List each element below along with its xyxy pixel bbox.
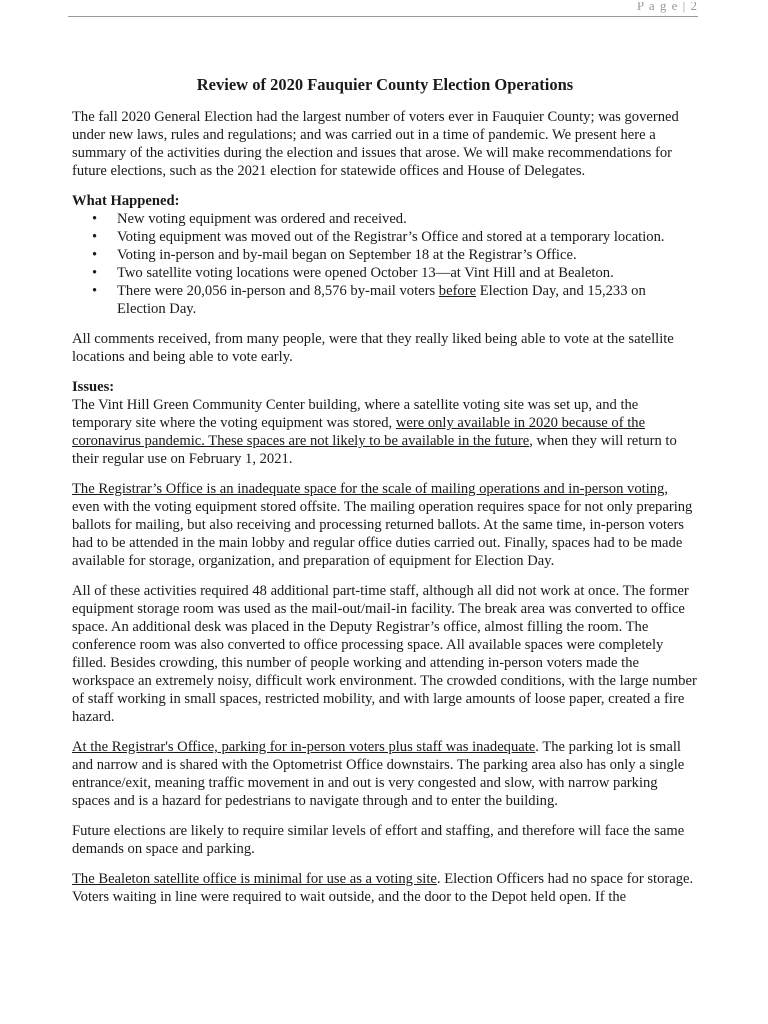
list-item <box>117 282 698 318</box>
comments-paragraph: All comments received, from many people, were that they really liked being able to vote at the satellite locations and being able to vote early. <box>72 331 674 365</box>
list-item-text: Election Day, and 15,233 on Election Day. <box>117 283 646 317</box>
document-page <box>72 74 698 918</box>
what-happened-heading: What Happened: <box>72 193 180 209</box>
paragraph-text: , even with the voting equipment stored offsite. The mailing operation requires space for not only preparing ballots for mailing, but also receiving and processing returned ballots. At the same time, in-person voters had to be attended in the main lobby and regular office duties carried out. Finally, spaces had to be made available for storage, organization, and preparation of equipment for Election Day. <box>72 481 693 569</box>
issues-paragraph <box>72 396 698 468</box>
list-item: • New voting equipment was ordered and received. <box>117 210 698 228</box>
issues-paragraph <box>72 480 698 570</box>
paragraph-text: . Election Officers had no space for storage. Voters waiting in line were required to wait outside, and the door to the Depot held open. If the <box>72 871 694 905</box>
underlined-text: before <box>438 283 477 299</box>
list-item: • Two satellite voting locations were opened October 13—at Vint Hill and at Bealeton. <box>117 264 698 282</box>
list-item-text: There were 20,056 in-person and 8,576 by-mail voters <box>117 283 439 299</box>
issues-heading: Issues: <box>72 379 115 395</box>
issues-paragraph <box>72 870 698 906</box>
underlined-text: were only available in 2020 because of the coronavirus pandemic. These spaces are not likely to be available in the future <box>72 415 646 449</box>
document-title: Review of 2020 Fauquier County Election Operations <box>196 75 574 94</box>
issues-paragraph: Future elections are likely to require similar levels of effort and staffing, and therefore will face the same demands on space and parking. <box>72 823 685 857</box>
paragraph-text: , when they will return to their regular use on February 1, 2021. <box>72 433 677 467</box>
list-item: • Voting in-person and by-mail began on September 18 at the Registrar’s Office. <box>117 246 698 264</box>
paragraph-text: The Vint Hill Green Community Center building, where a satellite voting site was set up, and the temporary site where the voting equipment was stored, <box>72 397 639 431</box>
issues-paragraph <box>72 738 698 810</box>
underlined-text: At the Registrar's Office, parking for in-person voters plus staff was inadequate <box>72 739 536 755</box>
underlined-text: The Bealeton satellite office is minimal for use as a voting site <box>72 871 437 887</box>
list-item: • Voting equipment was moved out of the Registrar’s Office and stored at a temporary location. <box>117 228 698 246</box>
underlined-text: The Registrar’s Office is an inadequate space for the scale of mailing operations and in-person voting <box>72 481 665 497</box>
what-happened-list <box>72 210 698 318</box>
header-rule <box>68 16 698 17</box>
paragraph-text: . The parking lot is small and narrow and is shared with the Optometrist Office downstairs. The parking area also has only a single entrance/exit, meaning traffic movement in and out is very congested and slow, with narrow parking spaces and is a hazard for pedestrians to navigate through and to enter the building. <box>72 739 685 809</box>
intro-paragraph: The fall 2020 General Election had the largest number of voters ever in Fauquier County; was governed under new laws, rules and regulations; and was carried out in a time of pandemic. We present here a summary of the activities during the election and issues that arose. We will make recommendations for future elections, such as the 2021 election for statewide offices and House of Delegates. <box>72 109 679 179</box>
page-number: P a g e | 2 <box>636 2 698 13</box>
issues-paragraph: All of these activities required 48 additional part-time staff, although all did not work at once. The former equipment storage room was used as the mail-out/mail-in facility. The break area was converted to office space. An additional desk was placed in the Deputy Registrar’s office, almost filling the room. The conference room was also converted to office processing space. All available spaces were completely filled. Besides crowding, this number of people working and attending in-person voters made the workspace an extremely noisy, difficult work environment. The crowded conditions, with the large number of staff working in small spaces, restricted mobility, and with large amounts of loose paper, created a fire hazard. <box>72 583 697 725</box>
